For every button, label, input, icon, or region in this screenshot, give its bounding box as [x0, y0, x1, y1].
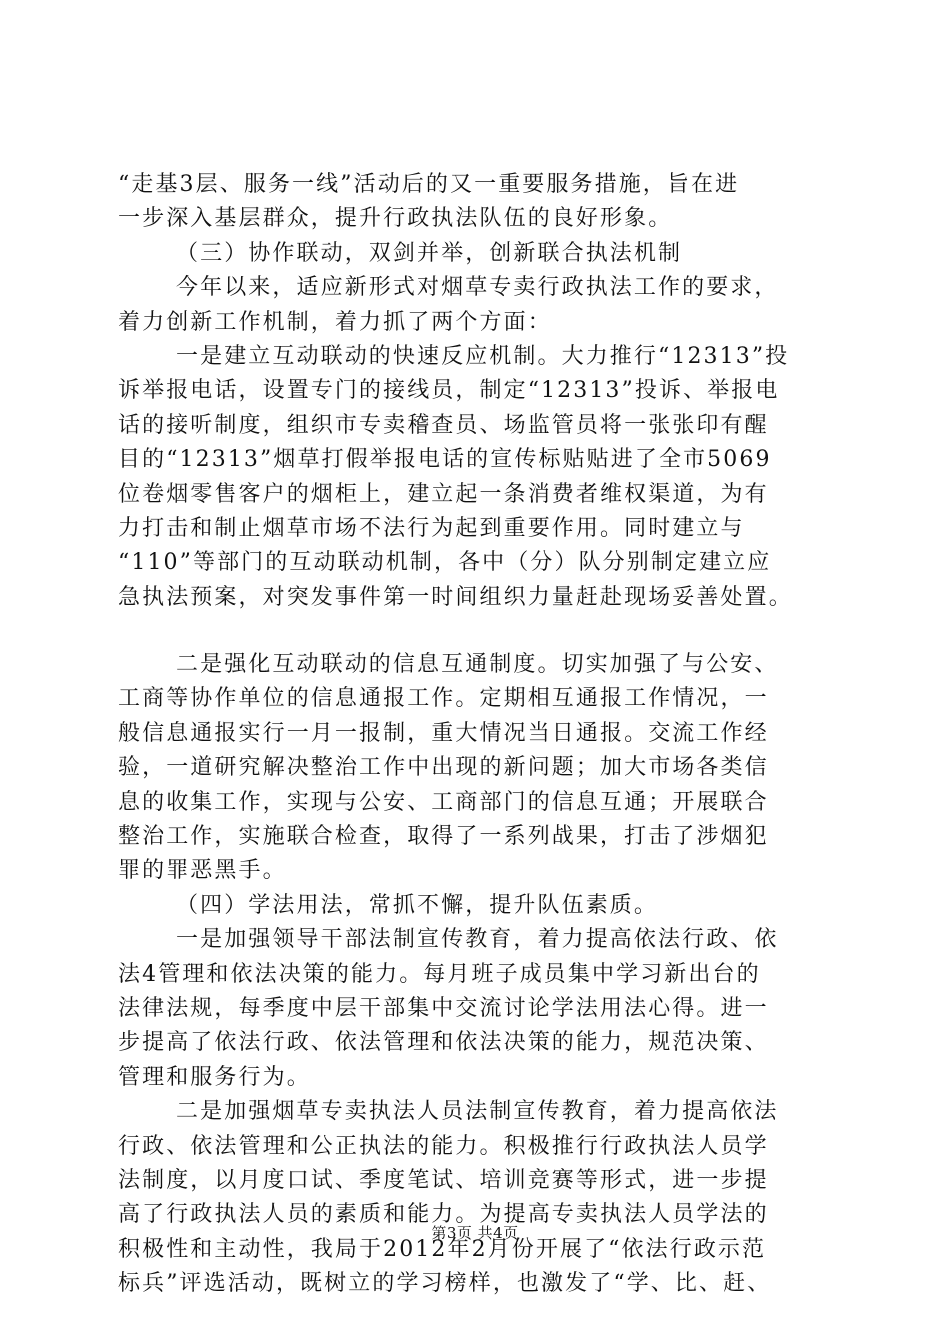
text-line: 高了行政执法人员的素质和能力。为提高专卖执法人员学法的: [118, 1202, 769, 1228]
text-line: 二是强化互动联动的信息互通制度。切实加强了与公安、: [176, 652, 779, 678]
text-line: 标兵”评选活动，既树立的学习榜样，也激发了“学、比、赶、: [118, 1271, 772, 1297]
body-section-1: [118, 168, 840, 615]
text-line: 着力创新工作机制，着力抓了两个方面：: [118, 309, 552, 335]
text-line: 一是加强领导干部法制宣传教育，着力提高依法行政、依: [176, 927, 779, 953]
text-line: （四）学法用法，常抓不懈，提升队伍素质。: [176, 892, 659, 918]
text-line: （三）协作联动，双剑并举，创新联合执法机制: [176, 240, 683, 266]
text-line: 整治工作，实施联合检查，取得了一系列战果，打击了涉烟犯: [118, 824, 769, 850]
text-line: 积极性和主动性，我局于2012年2月份开展了“依法行政示范: [118, 1236, 767, 1262]
text-line: 验，一道研究解决整治工作中出现的新问题；加大市场各类信: [118, 755, 769, 781]
text-line: 诉举报电话，设置专门的接线员，制定“12313”投诉、举报电: [118, 378, 780, 404]
text-line: 工商等协作单位的信息通报工作。定期相互通报工作情况，一: [118, 686, 769, 712]
text-line: 急执法预案，对突发事件第一时间组织力量赶赴现场妥善处置。: [118, 584, 793, 610]
text-line: 法制度，以月度口试、季度笔试、培训竞赛等形式，进一步提: [118, 1167, 769, 1193]
text-line: “走基3层、服务一线”活动后的又一重要服务措施，旨在进: [118, 172, 740, 197]
text-line: 般信息通报实行一月一报制，重大情况当日通报。交流工作经: [118, 720, 769, 746]
document-body: [118, 168, 840, 1302]
text-line: 今年以来，适应新形式对烟草专卖行政执法工作的要求，: [176, 275, 779, 301]
text-line: 罪的罪恶黑手。: [118, 858, 287, 884]
text-line: 行政、依法管理和公正执法的能力。积极推行行政执法人员学: [118, 1133, 769, 1159]
paragraph-gap: [118, 615, 840, 648]
page-footer: 第3页 共4页: [431, 1224, 519, 1242]
text-line: 位卷烟零售客户的烟柜上，建立起一条消费者维权渠道，为有: [118, 481, 769, 507]
text-line: 息的收集工作，实现与公安、工商部门的信息互通；开展联合: [118, 789, 769, 815]
text-line: 步提高了依法行政、依法管理和依法决策的能力，规范决策、: [118, 1030, 769, 1056]
text-line: 二是加强烟草专卖执法人员法制宣传教育，着力提高依法: [176, 1099, 779, 1125]
text-line: 力打击和制止烟草市场不法行为起到重要作用。同时建立与: [118, 515, 745, 541]
text-line: 一步深入基层群众，提升行政执法队伍的良好形象。: [118, 206, 673, 232]
text-line: 一是建立互动联动的快速反应机制。大力推行“12313”投: [176, 343, 790, 369]
body-section-2: [118, 648, 840, 1301]
text-line: 话的接听制度，组织市专卖稽查员、场监管员将一张张印有醒: [118, 412, 769, 438]
text-line: 法律法规，每季度中层干部集中交流讨论学法用法心得。进一: [118, 995, 769, 1021]
text-line: 法4管理和依法决策的能力。每月班子成员集中学习新出台的: [118, 961, 761, 987]
text-line: 管理和服务行为。: [118, 1064, 311, 1090]
text-line: 目的“12313”烟草打假举报电话的宣传标贴贴进了全市5069: [118, 447, 772, 473]
text-line: “110”等部门的互动联动机制，各中（分）队分别制定建立应: [118, 550, 772, 576]
